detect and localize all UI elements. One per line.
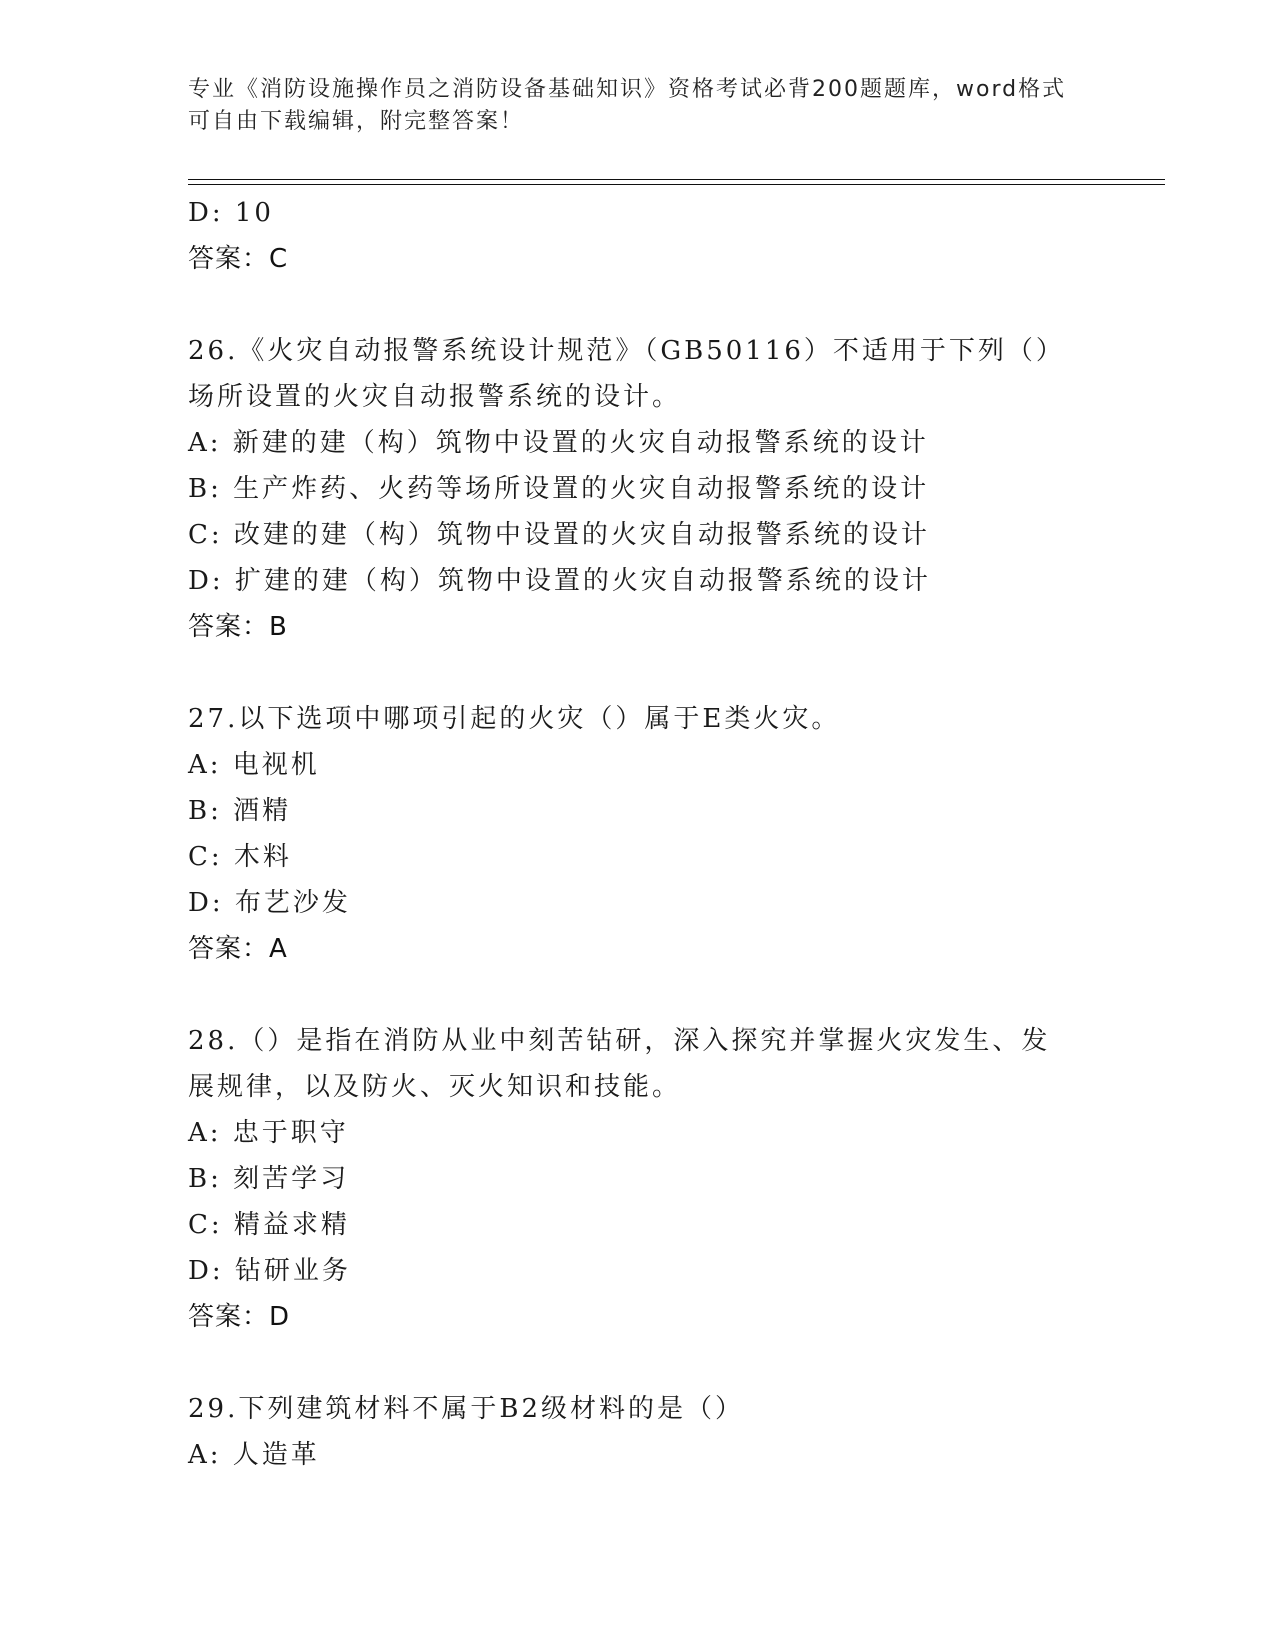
question-28-option-a: A: 忠于职守 xyxy=(188,1118,349,1148)
question-27-option-d: D: 布艺沙发 xyxy=(188,888,351,918)
spacer xyxy=(188,972,1088,1018)
question-27-answer: 答案：A xyxy=(188,934,288,964)
question-26-option-d: D: 扩建的建（构）筑物中设置的火灾自动报警系统的设计 xyxy=(188,566,931,596)
prev-option-d: D: 10 xyxy=(188,198,274,228)
question-28-option-c: C: 精益求精 xyxy=(188,1210,350,1240)
question-27-option-a: A: 电视机 xyxy=(188,750,320,780)
question-27-stem: 27.以下选项中哪项引起的火灾（）属于E类火灾。 xyxy=(188,704,841,734)
question-28-stem: 28.（）是指在消防从业中刻苦钻研，深入探究并掌握火灾发生、发展规律，以及防火、灭火知识和技能。 xyxy=(188,1026,1051,1102)
spacer xyxy=(188,650,1088,696)
question-28-answer: 答案：D xyxy=(188,1302,291,1332)
question-26-option-b: B: 生产炸药、火药等场所设置的火灾自动报警系统的设计 xyxy=(188,474,930,504)
document-body xyxy=(188,190,1088,1478)
document-header: 专业《消防设施操作员之消防设备基础知识》资格考试必背200题题库，word格式可自由下载编辑，附完整答案！ xyxy=(188,77,1067,134)
question-28-option-b: B: 刻苦学习 xyxy=(188,1164,350,1194)
question-26-answer: 答案：B xyxy=(188,612,288,642)
question-27-option-b: B: 酒精 xyxy=(188,796,292,826)
question-29-stem: 29.下列建筑材料不属于B2级材料的是（） xyxy=(188,1394,744,1424)
question-26-stem: 26.《火灾自动报警系统设计规范》（GB50116）不适用于下列（）场所设置的火灾自动报警系统的设计。 xyxy=(188,336,1065,412)
header-rule-top xyxy=(188,179,1165,180)
spacer xyxy=(188,1340,1088,1386)
prev-answer: 答案：C xyxy=(188,244,289,274)
header-rule-bottom xyxy=(188,184,1165,185)
question-27-option-c: C: 木料 xyxy=(188,842,292,872)
spacer xyxy=(188,282,1088,328)
question-28-option-d: D: 钻研业务 xyxy=(188,1256,351,1286)
question-26-option-a: A: 新建的建（构）筑物中设置的火灾自动报警系统的设计 xyxy=(188,428,929,458)
question-26-option-c: C: 改建的建（构）筑物中设置的火灾自动报警系统的设计 xyxy=(188,520,930,550)
question-29-option-a: A: 人造革 xyxy=(188,1440,320,1470)
